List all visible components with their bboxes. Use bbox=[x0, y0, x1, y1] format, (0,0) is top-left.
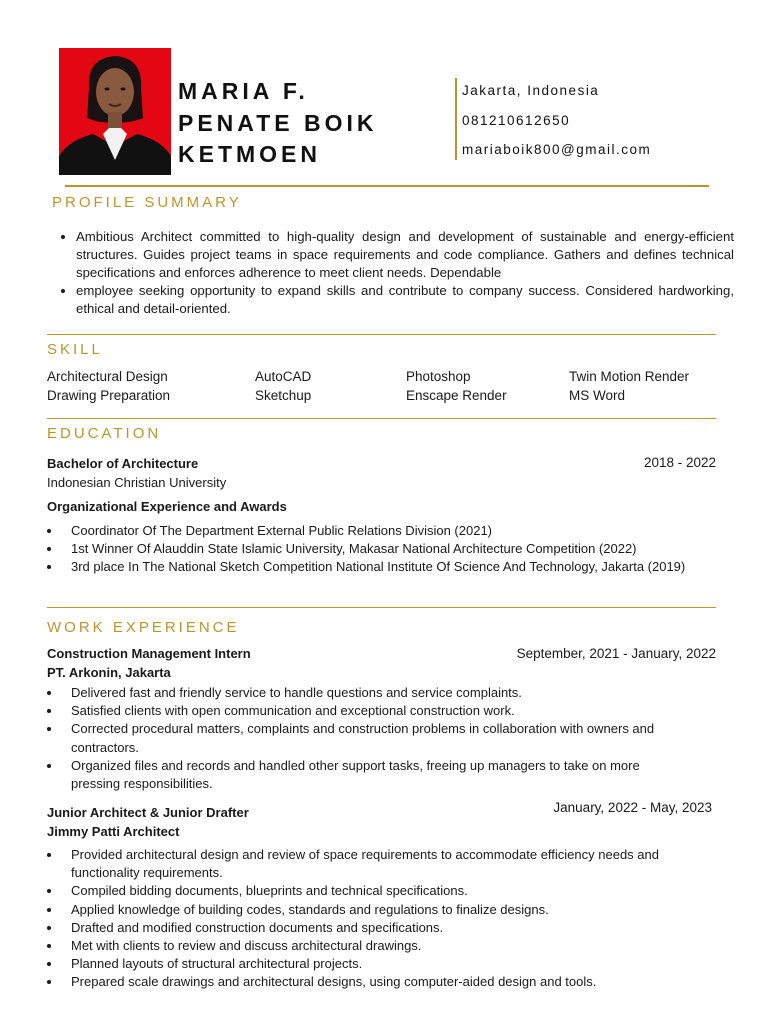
skill-item: Sketchup bbox=[255, 388, 312, 403]
header-rule bbox=[65, 185, 709, 187]
name-line-3: KETMOEN bbox=[178, 141, 321, 167]
job-duties-list bbox=[47, 846, 697, 992]
list-item: Satisfied clients with open communication and exceptional construction work. bbox=[47, 702, 687, 720]
school-name: Indonesian Christian University bbox=[47, 475, 227, 490]
contact-divider bbox=[455, 78, 457, 160]
list-item: employee seeking opportunity to expand skills and contribute to company success. Considered hardworking, ethical and detail-oriented. bbox=[48, 282, 734, 318]
work-experience-title: WORK EXPERIENCE bbox=[47, 619, 240, 636]
contact-email[interactable]: mariaboik800@gmail.com bbox=[462, 142, 652, 157]
job-duties-list bbox=[47, 684, 687, 793]
profile-photo bbox=[59, 48, 171, 175]
skill-item: AutoCAD bbox=[255, 369, 312, 384]
list-item: Ambitious Architect committed to high-quality design and development of sustainable and energy-efficient structures. Guides project teams in space requirements and code compliance. Gathers and defines technical specifications and enforces adherence to meet client needs. Dependable bbox=[48, 228, 734, 282]
list-item: 3rd place In The National Sketch Competition National Institute Of Science And Technology, Jakarta (2019) bbox=[47, 558, 687, 576]
list-item: Planned layouts of structural architectural projects. bbox=[47, 955, 697, 973]
list-item: Provided architectural design and review of space requirements to accommodate efficiency needs and functionality requirements. bbox=[47, 846, 697, 882]
job-company: PT. Arkonin, Jakarta bbox=[47, 665, 171, 680]
list-item: Corrected procedural matters, complaints and construction problems in collaboration with owners and contractors. bbox=[47, 720, 687, 756]
section-divider bbox=[47, 607, 716, 608]
list-item: Prepared scale drawings and architectural designs, using computer-aided design and tools. bbox=[47, 973, 697, 991]
name-line-1: MARIA F. bbox=[178, 78, 309, 104]
job-role: Construction Management Intern bbox=[47, 646, 251, 661]
contact-location: Jakarta, Indonesia bbox=[462, 83, 600, 98]
org-experience-list bbox=[47, 522, 687, 577]
profile-summary-title: PROFILE SUMMARY bbox=[52, 194, 242, 211]
job-role: Junior Architect & Junior Drafter bbox=[47, 805, 249, 820]
person-portrait-icon bbox=[59, 48, 171, 175]
education-years: 2018 - 2022 bbox=[643, 455, 716, 470]
contact-phone: 081210612650 bbox=[462, 113, 571, 128]
list-item: Coordinator Of The Department External Public Relations Division (2021) bbox=[47, 522, 687, 540]
skill-item: Photoshop bbox=[406, 369, 471, 384]
education-title: EDUCATION bbox=[47, 425, 162, 442]
degree-title: Bachelor of Architecture bbox=[47, 456, 199, 471]
list-item: Met with clients to review and discuss architectural drawings. bbox=[47, 937, 697, 955]
job-dates: September, 2021 - January, 2022 bbox=[516, 646, 716, 661]
section-divider bbox=[47, 418, 716, 419]
skill-item: Twin Motion Render bbox=[569, 369, 690, 384]
list-item: Compiled bidding documents, blueprints and technical specifications. bbox=[47, 882, 697, 900]
list-item: 1st Winner Of Alauddin State Islamic University, Makasar National Architecture Competition (2022) bbox=[47, 540, 687, 558]
org-experience-title: Organizational Experience and Awards bbox=[47, 499, 287, 514]
job-company: Jimmy Patti Architect bbox=[47, 824, 180, 839]
skill-title: SKILL bbox=[47, 341, 103, 358]
section-divider bbox=[47, 334, 716, 335]
skill-item: MS Word bbox=[569, 388, 626, 403]
job-dates: January, 2022 - May, 2023 bbox=[553, 800, 712, 815]
profile-summary-list bbox=[48, 228, 734, 318]
list-item: Applied knowledge of building codes, standards and regulations to finalize designs. bbox=[47, 901, 697, 919]
list-item: Drafted and modified construction documents and specifications. bbox=[47, 919, 697, 937]
list-item: Delivered fast and friendly service to handle questions and service complaints. bbox=[47, 684, 687, 702]
list-item: Organized files and records and handled other support tasks, freeing up managers to take on more pressing responsibilities. bbox=[47, 757, 687, 793]
name-line-2: PENATE BOIK bbox=[178, 110, 378, 136]
skill-item: Drawing Preparation bbox=[47, 388, 171, 403]
skill-item: Enscape Render bbox=[406, 388, 507, 403]
skill-item: Architectural Design bbox=[47, 369, 168, 384]
